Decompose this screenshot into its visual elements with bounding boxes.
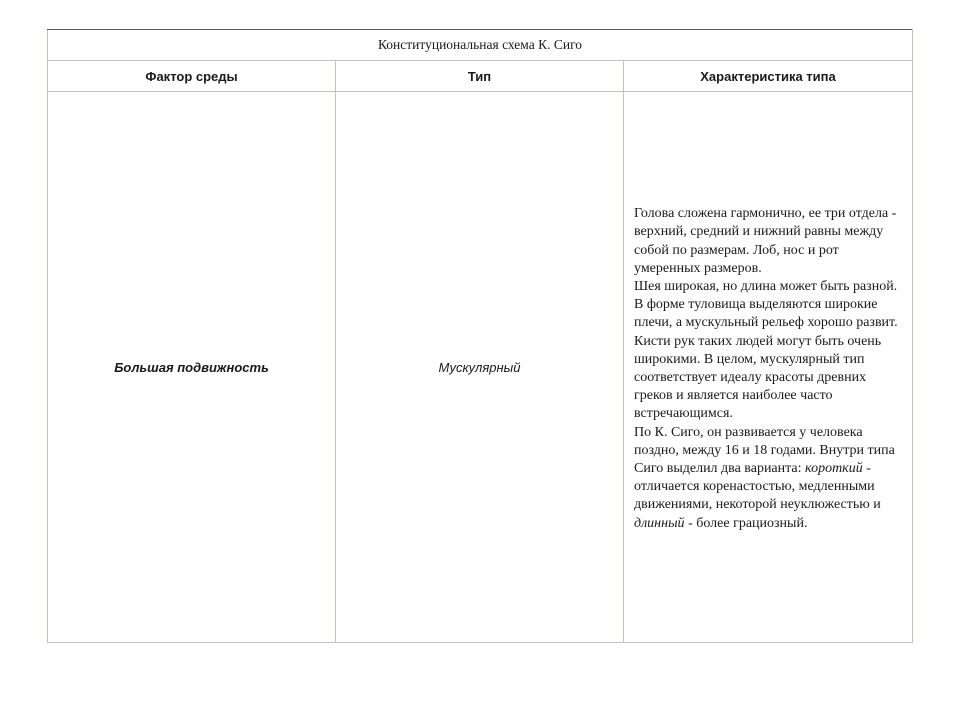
table-title-row	[48, 30, 913, 61]
sigo-constitution-table	[47, 29, 913, 643]
header-type: Тип	[336, 61, 624, 92]
paragraph-3-middle: - отличается коренастостью, медленными движениями, некоторой неуклюжестью и	[634, 461, 881, 513]
table-title: Конституциональная схема К. Сиго	[48, 30, 913, 61]
cell-factor: Большая подвижность	[48, 92, 336, 643]
characteristic-paragraph-2: Шея широкая, но длина может быть разной. В форме туловища выделяются широкие плечи, а мускульный рельеф хорошо развит. Кисти рук таких людей могут быть очень широкими. В целом, мускулярный тип соответствует идеалу красоты древних греков и является наиболее часто встречающимся.	[634, 278, 898, 422]
term-long: длинный	[634, 515, 685, 531]
paragraph-3-start: По К. Сиго, он развивается у человека поздно, между 16 и 18 годами. Внутри типа Сиго выделил два варианта:	[634, 424, 895, 477]
table-header-row	[48, 61, 913, 92]
header-characteristic: Характеристика типа	[624, 61, 913, 92]
table-row	[48, 92, 913, 643]
cell-characteristic	[624, 92, 913, 643]
characteristic-paragraph-3	[634, 424, 898, 533]
paragraph-3-end: - более грациозный.	[684, 515, 808, 531]
header-factor: Фактор среды	[48, 61, 336, 92]
characteristic-paragraph-1: Голова сложена гармонично, ее три отдела - верхний, средний и нижний равны между собой по размерам. Лоб, нос и рот умеренных размеров.	[634, 206, 897, 276]
characteristic-text	[634, 205, 898, 533]
term-short: короткий	[805, 461, 863, 477]
cell-type: Мускулярный	[336, 92, 624, 643]
